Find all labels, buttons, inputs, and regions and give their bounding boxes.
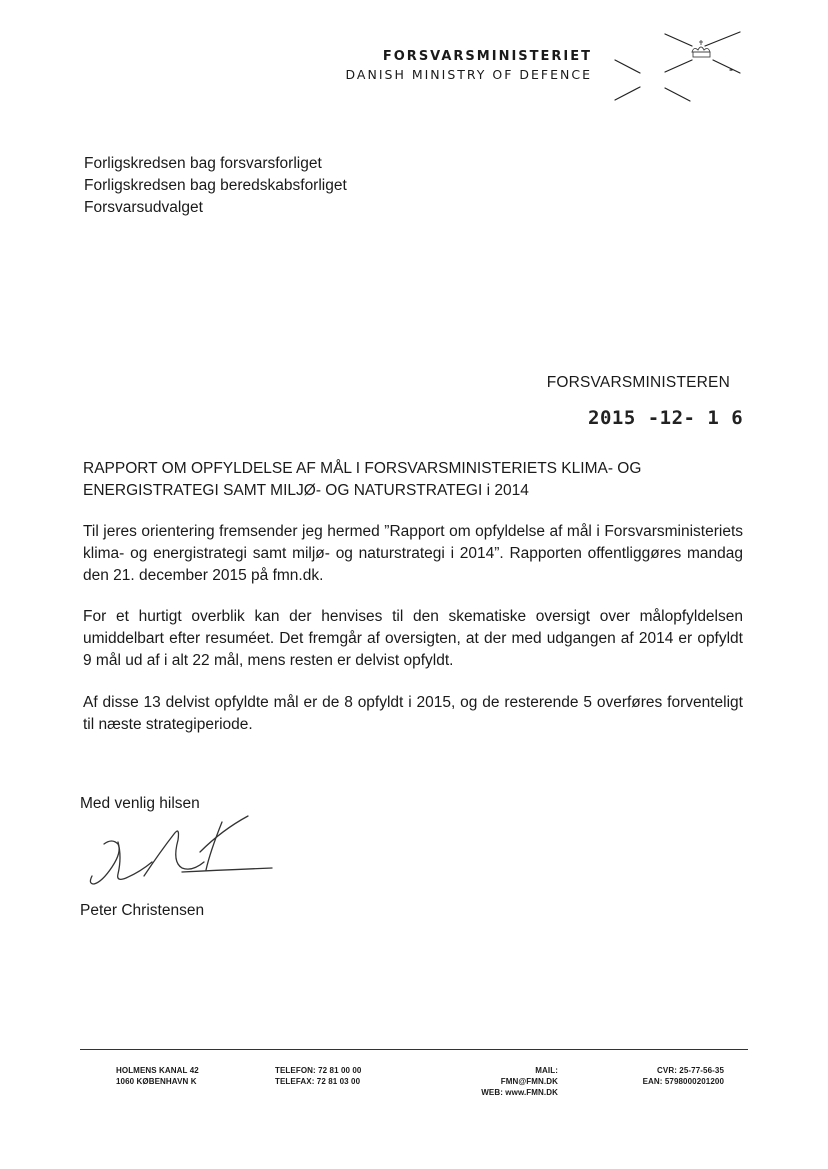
recipient-line: Forligskredsen bag forsvarsforliget — [84, 155, 322, 172]
mail-address: MAIL: FMN@FMN.DK — [500, 1066, 558, 1086]
recipient-list — [84, 153, 347, 219]
signer-name: Peter Christensen — [80, 902, 205, 919]
body-paragraph: Til jeres orientering fremsender jeg hermed ”Rapport om opfyldelse af mål i Forsvarsministeriets klima- og energistrategi samt miljø- og naturstrategi i 2014”. Rapporten offentliggøres mandag den 21. december 2015 på fmn.dk. — [83, 523, 743, 584]
ministry-name-english: DANISH MINISTRY OF DEFENCE — [345, 67, 592, 82]
footer-registration — [640, 1065, 724, 1087]
recipient-line: Forligskredsen bag beredskabsforliget — [84, 177, 347, 194]
cvr-number: CVR: 25-77-56-35 — [657, 1066, 724, 1075]
letterhead — [346, 48, 592, 84]
crown-crest-logo — [610, 30, 745, 105]
ministry-name-danish: FORSVARSMINISTERIET — [382, 49, 592, 64]
body-paragraph: Af disse 13 delvist opfyldte mål er de 8 opfyldt i 2015, og de resterende 5 overføres forventeligt til næste strategiperiode. — [83, 694, 743, 733]
fax-number: TELEFAX: 72 81 03 00 — [275, 1077, 361, 1086]
letter-subject: RAPPORT OM OPFYLDELSE AF MÅL I FORSVARSMINISTERIETS KLIMA- OG ENERGISTRATEGI SAMT MILJØ- OG NATURSTRATEGI i 2014 — [83, 460, 642, 499]
handwritten-signature — [82, 812, 282, 902]
footer-phone — [275, 1065, 361, 1087]
ean-number: EAN: 5798000201200 — [642, 1077, 724, 1086]
footer-contact — [480, 1065, 558, 1098]
date-stamp: 2015 -12- 1 6 — [588, 407, 744, 429]
closing-greeting: Med venlig hilsen — [80, 795, 200, 812]
footer-divider — [80, 1049, 748, 1050]
address-city: 1060 KØBENHAVN K — [116, 1077, 197, 1086]
phone-number: TELEFON: 72 81 00 00 — [275, 1066, 362, 1075]
recipient-line: Forsvarsudvalget — [84, 199, 203, 216]
body-paragraph: For et hurtigt overblik kan der henvises til den skematiske oversigt over målopfyldelsen umiddelbart efter resuméet. Det fremgår af oversigten, at der med udgangen af 2014 er opfyldt 9 mål ud af i alt 22 mål, mens resten er delvist opfyldt. — [83, 608, 743, 669]
footer-address — [116, 1065, 199, 1087]
address-street: HOLMENS KANAL 42 — [116, 1066, 199, 1075]
web-address: WEB: www.FMN.DK — [481, 1088, 558, 1097]
sender-title: FORSVARSMINISTEREN — [546, 374, 730, 391]
